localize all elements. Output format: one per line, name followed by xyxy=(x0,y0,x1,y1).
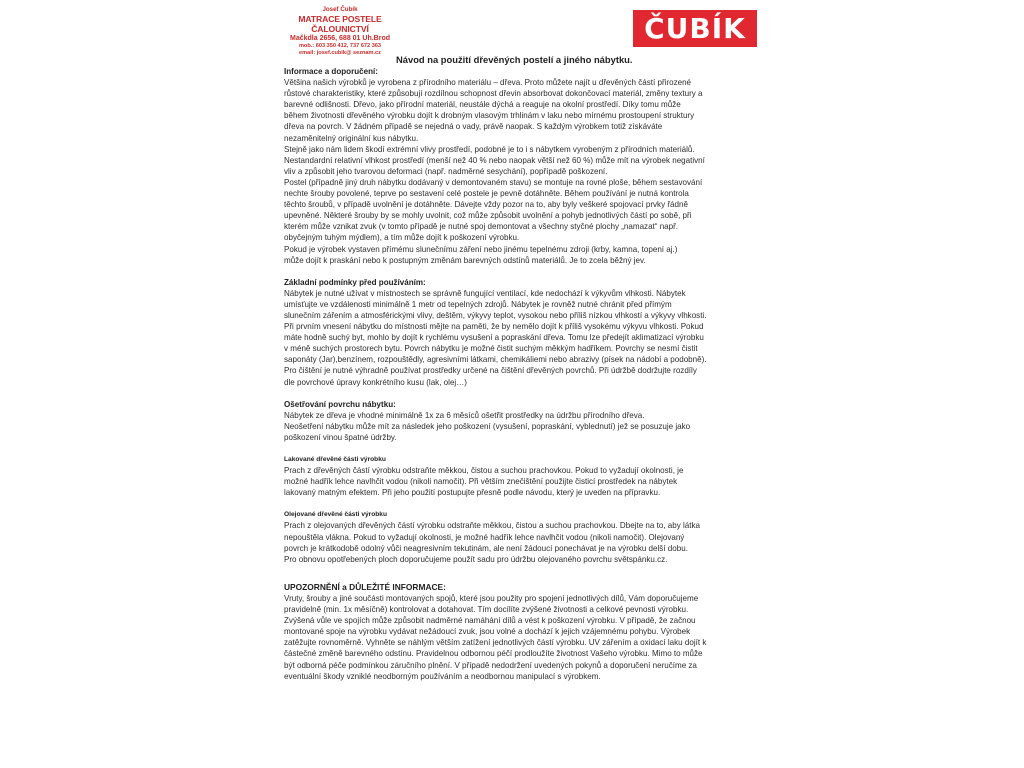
text-line: Nábytek je nutné užívat v místnostech se správně fungující ventilací, kde nedochází k výkyvům vlhkosti. Nábytek xyxy=(284,288,686,298)
cubik-logo: ČUBÍK xyxy=(633,10,757,47)
section-heading-conditions: Základní podmínky před používáním: xyxy=(284,277,426,287)
text-line: během životnosti dřevěného výrobku dojít k drobným vlasovým trhlinám v laku nebo mírnému prostoupení struktury xyxy=(284,111,695,121)
section-warning-text xyxy=(284,593,764,682)
text-line: eventuální škody vzniklé neodborným používáním a neodbornou manipulací s výrobkem. xyxy=(284,671,601,681)
text-line: barevné odlišnosti. Dřevo, jako přírodní materiál, neustále dýchá a reaguje na okolní prostředí. Díky tomu může xyxy=(284,100,681,110)
text-line: dřeva na povrch. V žádném případě se nejedná o vady, právě naopak. S každým výrobkem totiž získáváte xyxy=(284,122,663,132)
text-line: částečné změně barevného odstínu. Pravidelnou odbornou péčí prodloužíte životnost Vašeho výrobku. Mimo to může xyxy=(284,649,703,659)
text-line: Stejně jako nám lidem škodí extrémní vlivy prostředí, podobné je to i s nábytkem vyrobeným z přírodních materiálů. xyxy=(284,144,695,154)
section-oiled-text xyxy=(284,520,764,564)
section-heading-warning: UPOZORNĚNÍ a DŮLEŽITÉ INFORMACE: xyxy=(284,581,446,592)
text-line: růstové charakteristiky, které způsobují rozdílnou schopnost dřevin absorbovat dokončovací materiál, změny textury a xyxy=(284,89,703,99)
section-heading-surface: Ošetřování povrchu nábytku: xyxy=(284,399,396,409)
text-line: kterém může vznikat zvuk (v tomto případě je nutné spoj demontovat a všechny styčné plochy „namazat“ např. xyxy=(284,222,679,232)
document-title: Návod na použití dřevěných postelí a jiného nábytku. xyxy=(396,54,633,65)
section-info-text xyxy=(284,77,764,266)
text-line: Pokud je výrobek vystaven přímému slunečnímu záření nebo jinému tepelnému zdroji (krby, kamna, topení aj.) xyxy=(284,244,678,254)
company-address: Mačkdla 2656, 688 01 Uh.Brod xyxy=(290,35,390,42)
text-line: nechte šrouby povolené, teprve po sestavení celé postele je pevně dotáhněte. Během používání je nutná kontrola xyxy=(284,189,689,199)
text-line: montované spoje na výrobku vydávat nežádoucí zvuk, jsou volné a dochází k jejich vzájemnému pohybu. Výrobek xyxy=(284,627,691,637)
text-line: umísťujte ve vzdálenosti minimálně 1 metr od tepelných zdrojů. Nábytek je rovněž nutné chránit před přímým xyxy=(284,299,672,309)
section-heading-oiled: Olejované dřevěné části výrobku xyxy=(284,511,387,519)
document-body xyxy=(284,66,764,682)
text-line: vliv a způsobit jeho tvarovou deformaci (např. nadměrné sesychání), popřípadě poškození. xyxy=(284,166,608,176)
text-line: máte hodně suchý byt, mohlo by dojít k rychlému vysušení a popraskání dřeva. Tomu lze předejít aklimatizací výrobku xyxy=(284,333,704,343)
text-line: Nestandardní relativní vlhkost prostředí (menší než 40 % nebo naopak větší než 60 %) může mít na výrobek negativní xyxy=(284,155,705,165)
company-title: MATRACE POSTELE ČALOUNICTVÍ xyxy=(298,14,382,34)
text-line: může dojít k praskání nebo k postupným změnám barevných odstínů materiálů. Je to zcela běžný jev. xyxy=(284,255,646,265)
text-line: možné hadřík lehce navlhčit vodou (nikoli namočit). Při větším znečištění použijte čisticí prostředek na nábytek xyxy=(284,477,678,487)
text-line: zatěžujte rovnoměrně. Vyhněte se náhlým větším zatížení jednotlivých částí výrobku. UV zářením a oxidací laku dojít k xyxy=(284,638,707,648)
text-line: Neošetření nábytku může mít za následek jeho poškození (vysušení, popraskání, vyblednutí) jež se posuzuje jako xyxy=(284,421,691,431)
text-line: poškození vinou špatné údržby. xyxy=(284,432,397,442)
text-line: povrch je krátkodobě odolný vůči neagresivním tekutinám, ale není žádoucí ponechávat je na výrobku delší dobu. xyxy=(284,543,688,553)
text-line: nezaměnitelný originální kus nábytku. xyxy=(284,133,419,143)
section-heading-lacquered: Lakované dřevěné části výrobku xyxy=(284,456,386,463)
text-line: Postel (případně jiný druh nábytku dodávaný v demontovaném stavu) se montuje na rovné ploše, během sestavování xyxy=(284,177,703,187)
text-line: lakovaný matným efektem. Při jeho použití postupujte přesně podle návodu, který je uveden na přípravku. xyxy=(284,488,661,498)
section-conditions-text xyxy=(284,288,764,388)
section-lacquered-text xyxy=(284,465,764,498)
text-line: nepouštěla vlákna. Pokud to vyžadují okolnosti, je možné hadřík lehce navlhčit vodou (nikoli namočit). Olejovaný xyxy=(284,532,685,542)
company-letterhead xyxy=(280,6,400,57)
text-line: těchto šroubů, v případě uvolnění je dotáhněte. Dávejte vždy pozor na to, aby byly veškeré spojovací prvky řádně xyxy=(284,200,688,210)
text-line: Při prvním vnesení nábytku do místnosti mějte na paměti, že by nemělo dojít k příliš vysokému výkyvu vlhkosti. Pokud xyxy=(284,322,704,332)
text-line: Prach z dřevěných částí výrobku odstraňte měkkou, čistou a suchou prachovkou. Pokud to vyžadují okolnosti, je xyxy=(284,466,684,476)
text-line: Prach z olejovaných dřevěných částí výrobku odstraňte měkkou, čistou a suchou prachovkou. Dbejte na to, aby látka xyxy=(284,521,700,531)
text-line: Nábytek ze dřeva je vhodné minimálně 1x za 6 měsíců ošetřit prostředky na údržbu přírodního dřeva. xyxy=(284,410,645,420)
text-line: v méně suchých prostorech bytu. Povrch nábytku je možné čistit suchým měkkým hadříkem. Povrchy se nesmí čistit xyxy=(284,344,698,354)
text-line: Pro obnovu opotřebených ploch doporučujeme použít sadu pro údržbu olejovaného povrchu světspánku.cz. xyxy=(284,554,668,564)
section-surface-text xyxy=(284,410,764,443)
text-line: Vruty, šrouby a jiné součásti montovaných spojů, které jsou použity pro spojení jednotlivých dílů, Vám doporučujeme xyxy=(284,593,699,603)
text-line: být odborná péče podmínkou záručního plnění. V případě nedodržení uvedených pokynů a doporučení neručíme za xyxy=(284,660,697,670)
text-line: Pro čištění je nutné výhradně používat prostředky určené na čištění dřevěných povrchů. Při údržbě dodržujte rozdíly xyxy=(284,366,697,376)
company-owner-name: Josef Čubík xyxy=(322,6,358,13)
company-phone: mob.: 603 350 412, 737 672 363 xyxy=(298,43,382,49)
company-email: email: josef.cubik@ seznam.cz xyxy=(299,50,381,56)
text-line: obyčejným tuhým mýdlem), a tím může dojít k poškození výrobku. xyxy=(284,233,520,243)
text-line: upevněné. Některé šrouby by se mohly uvolnit, což může způsobit uvolnění a pohyb jednotlivých částí po sobě, při xyxy=(284,211,692,221)
section-heading-info: Informace a doporučení: xyxy=(284,67,378,76)
text-line: saponáty (Jar),benzínem, rozpouštědly, agresivními látkami, chemikáliemi nebo abrazivy (písek na nádobí a podobně). xyxy=(284,355,707,365)
text-line: slunečním zářením a atmosférickými vlivy, deštěm, výkyvy teplot, vysokou nebo příliš nízkou vlhkostí a výkyvy vlhkosti. xyxy=(284,310,707,320)
text-line: pravidelně (min. 1x měsíčně) kontrolovat a dotahovat. Tím docílíte zvýšené životnosti a celkové pevnosti výrobku. xyxy=(284,605,689,615)
text-line: Zvýšená vůle ve spojích může způsobit nadměrné namáhání dílů a vést k poškození výrobku. V případě, že začnou xyxy=(284,616,696,626)
text-line: Většina našich výrobků je vyrobena z přírodního materiálu – dřeva. Proto můžete najít u dřevěných částí přirozené xyxy=(284,78,692,88)
text-line: dle povrchové úpravy konkrétního kusu (lak, olej…) xyxy=(284,377,467,387)
